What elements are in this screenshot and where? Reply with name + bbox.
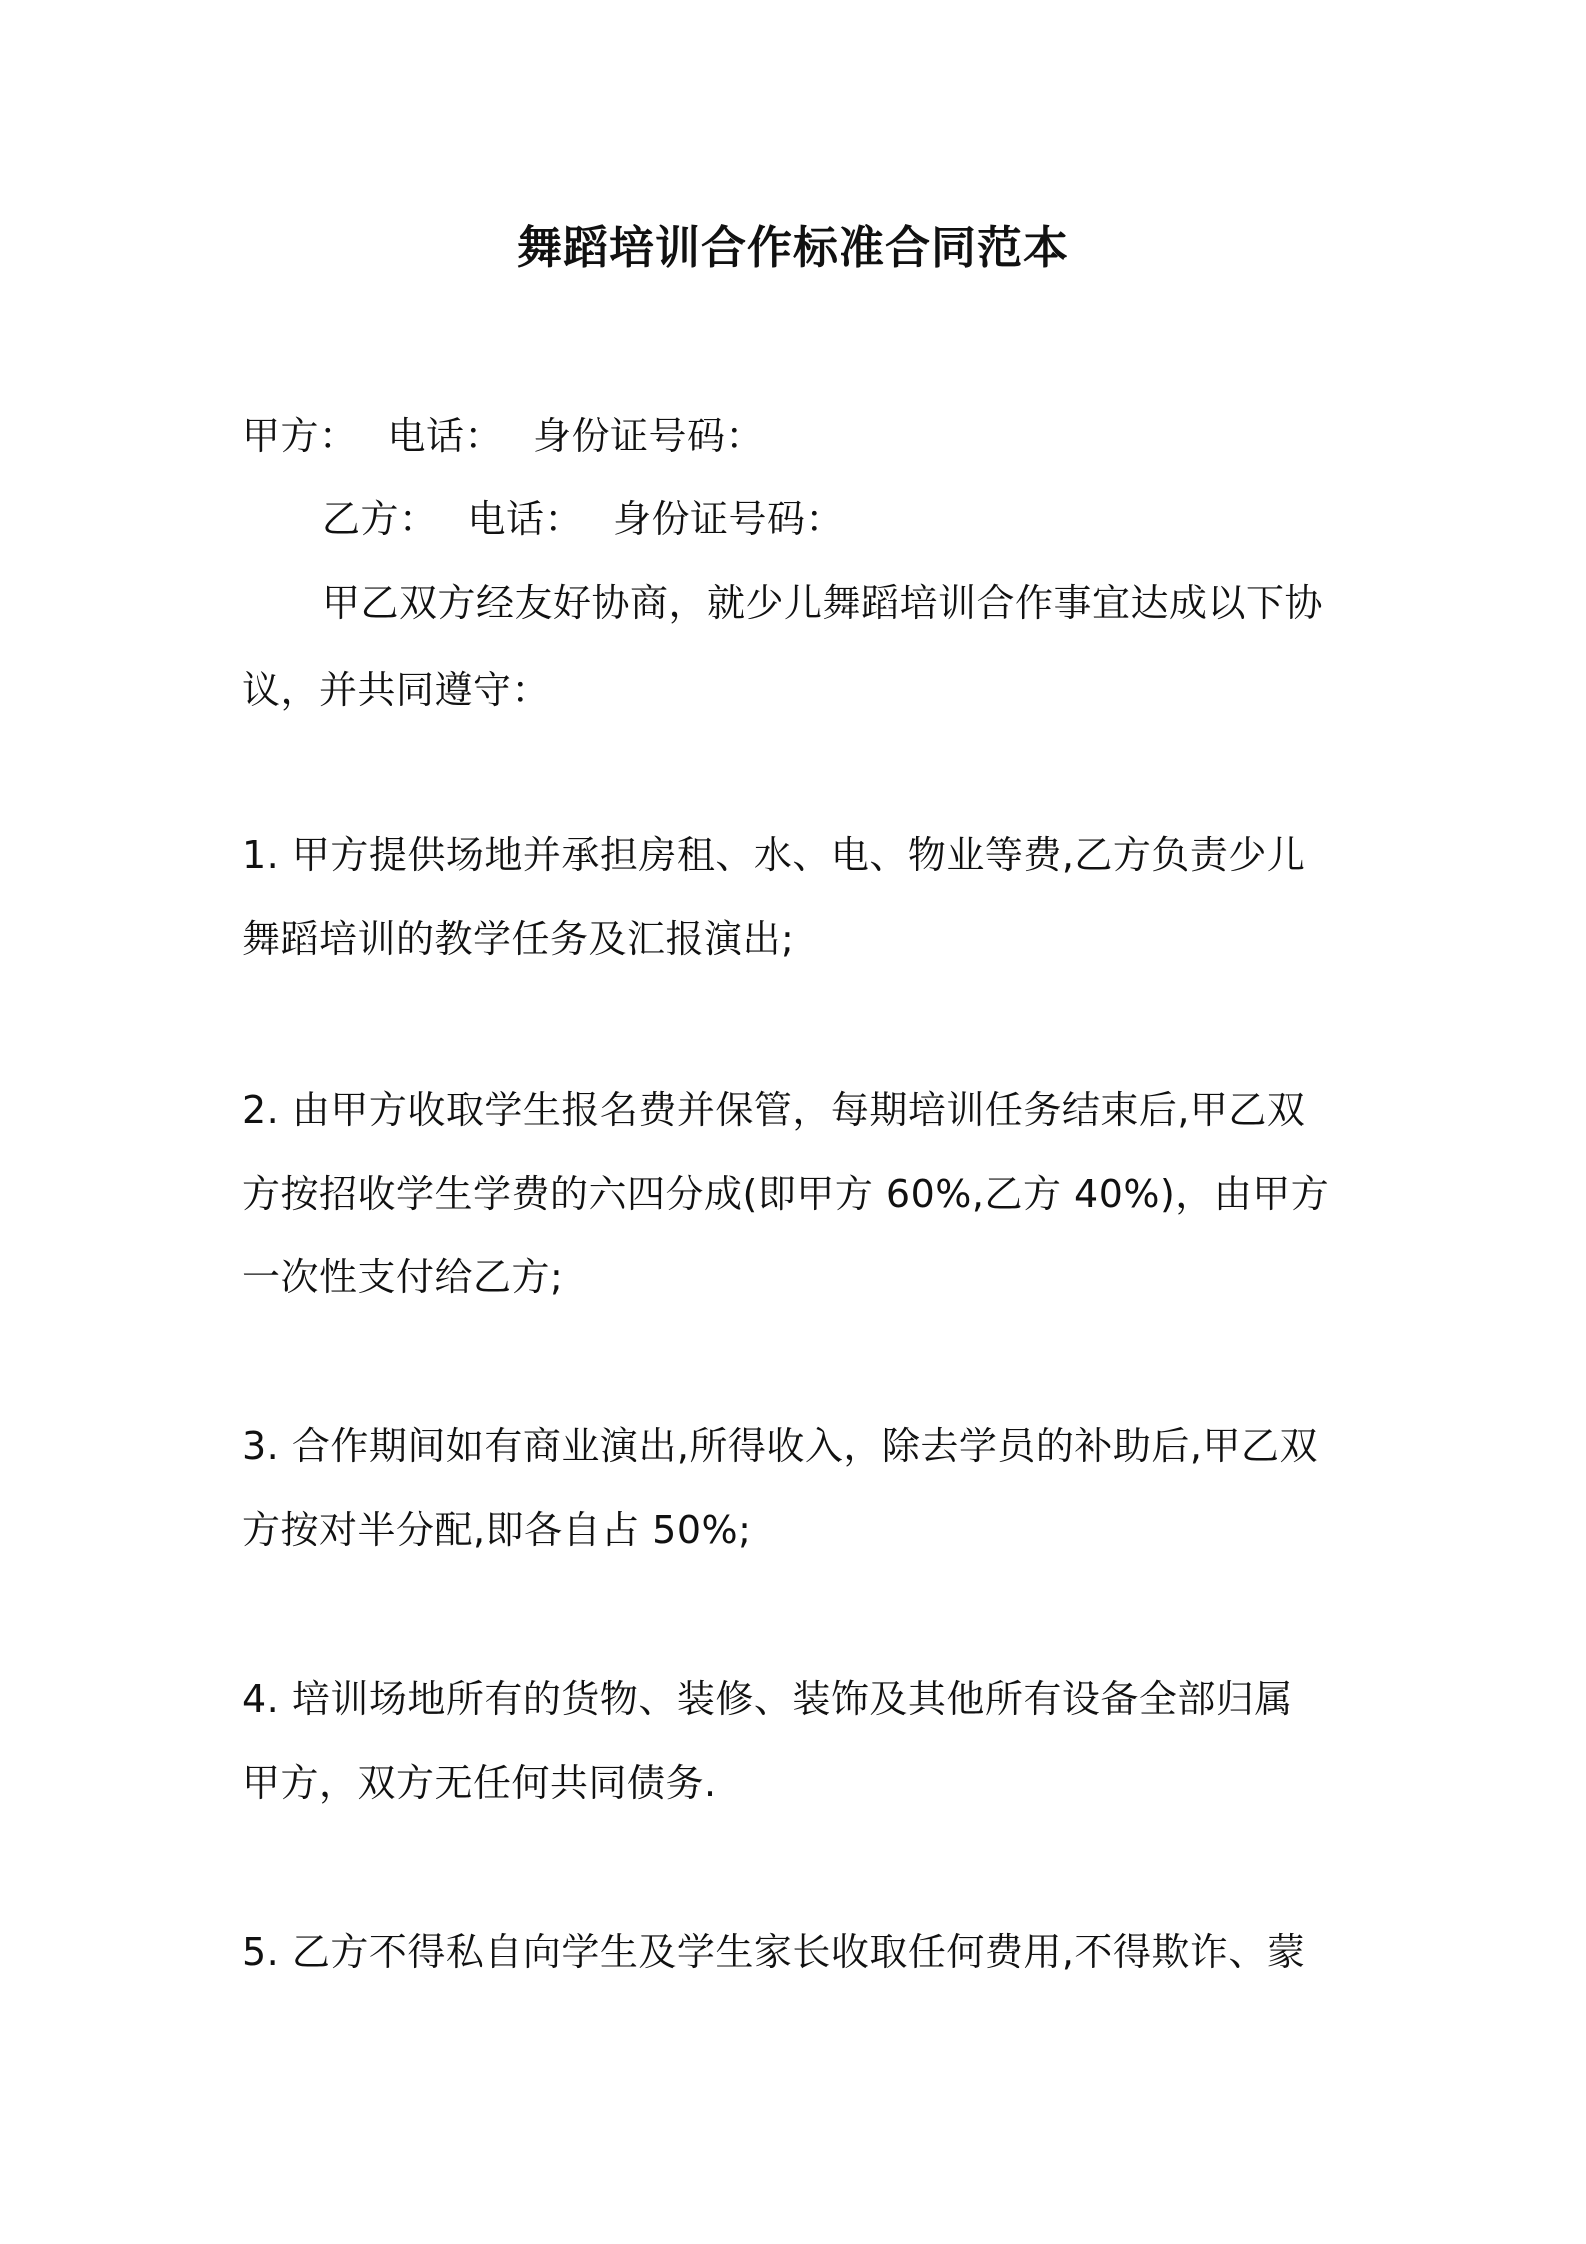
party-b-label: 乙方： bbox=[322, 497, 438, 541]
clause-4-line-2: 甲方，双方无任何共同债务. bbox=[242, 1761, 717, 1805]
intro-line-2: 议，并共同遵守： bbox=[242, 668, 551, 712]
party-a-id-label: 身份证号码： bbox=[533, 414, 765, 458]
clause-3-line-2: 方按对半分配,即各自占 50%; bbox=[242, 1508, 752, 1552]
party-b-id-label: 身份证号码： bbox=[613, 497, 845, 541]
party-a-phone-label: 电话： bbox=[387, 414, 504, 458]
party-b-line bbox=[322, 491, 1352, 547]
intro-line-1: 甲乙双方经友好协商，就少儿舞蹈培训合作事宜达成以下协 bbox=[322, 581, 1324, 625]
party-b-phone-label: 电话： bbox=[467, 497, 584, 541]
party-a-line bbox=[242, 408, 1352, 464]
clause-1-line-1: 1. 甲方提供场地并承担房租、水、电、物业等费,乙方负责少儿 bbox=[242, 833, 1306, 877]
clause-2-line-3: 一次性支付给乙方; bbox=[242, 1255, 564, 1299]
clause-1-line-2: 舞蹈培训的教学任务及汇报演出; bbox=[242, 917, 795, 961]
clause-2-line-1: 2. 由甲方收取学生报名费并保管，每期培训任务结束后,甲乙双 bbox=[242, 1088, 1306, 1132]
party-a-label: 甲方： bbox=[242, 414, 358, 458]
document-title: 舞蹈培训合作标准合同范本 bbox=[516, 221, 1069, 274]
clause-2-line-2: 方按招收学生学费的六四分成(即甲方 60%,乙方 40%)，由甲方 bbox=[242, 1172, 1330, 1216]
clause-3-line-1: 3. 合作期间如有商业演出,所得收入，除去学员的补助后,甲乙双 bbox=[242, 1424, 1318, 1468]
clause-4-line-1: 4. 培训场地所有的货物、装修、装饰及其他所有设备全部归属 bbox=[242, 1677, 1293, 1721]
clause-5-line-1: 5. 乙方不得私自向学生及学生家长收取任何费用,不得欺诈、蒙 bbox=[242, 1930, 1306, 1974]
